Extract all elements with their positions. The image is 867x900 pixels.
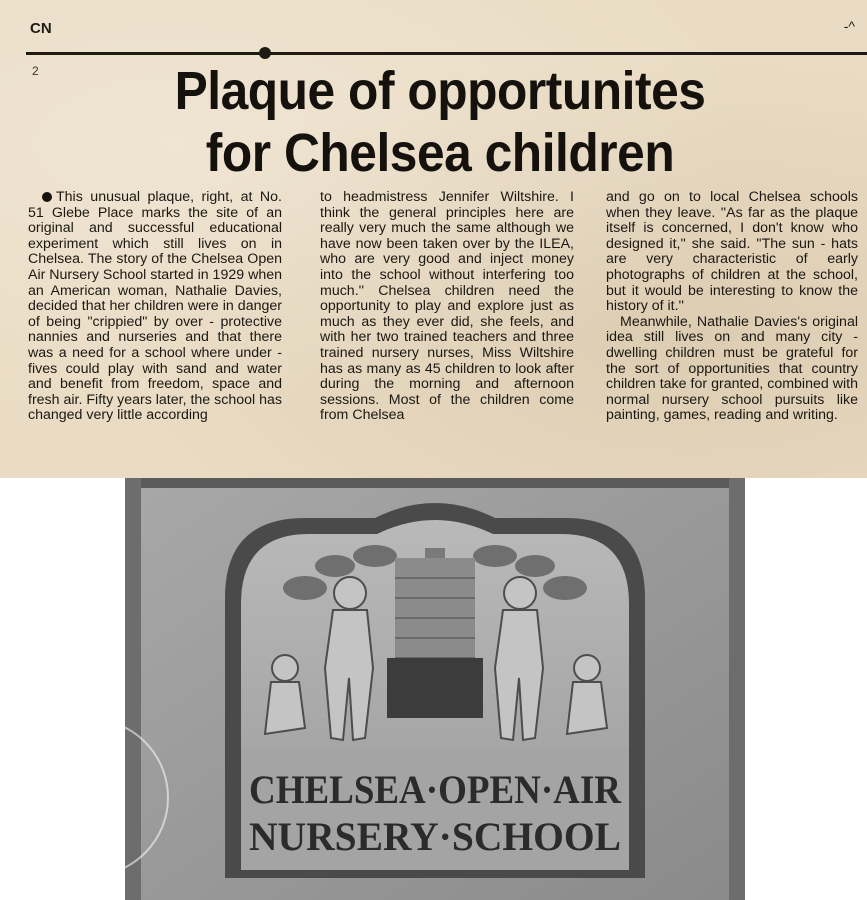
brick-relief [387, 558, 483, 718]
plaque-photo [125, 478, 745, 900]
column-3-paragraph-1: and go on to local Chelsea schools when they leave. ''As far as the plaque itself is concerned, I don't know who designed it,'' she said. ''The sun - hats are very characteristic of early photographs of children at the school, but it would be interesting to know the history of it.'' [606, 189, 858, 315]
plaque-text-line-1: CHELSEA·OPEN·AIR [249, 767, 623, 812]
column-1-paragraph: This unusual plaque, right, at No. 51 Glebe Place marks the site of an original and successful educational experiment which still lives on in Chelsea. The story of the Chelsea Open Air Nursery School started in 1929 when an American woman, Nathalie Davies, decided that her children were in danger of being "crippied" by over - protective nannies and nurseries and that there was a need for a school where under - fives could play with sand and water and benefit from freedom, space and fresh air. Fifty years later, the school has changed very little according [28, 189, 282, 424]
header-rule [26, 52, 867, 55]
bullet-icon [42, 192, 52, 202]
headline-line-1: Plaque of opportunites [174, 61, 706, 121]
section-mark: CN [30, 20, 52, 37]
plaque-illustration [125, 478, 745, 900]
column-2-paragraph: to headmistress Jennifer Wiltshire. I think the general principles here are really very much the same although we have now been taken over by the ILEA, who are very good and inject money into the school without interfering too much.'' Chelsea children need the opportunity to play and explore just as much as they ever did, she feels, and with her two trained teachers and three trained nursery nurses, Miss Wiltshire has as many as 45 children to look after during the morning and afternoon sessions. Most of the children come from Chelsea [320, 189, 574, 424]
corner-mark: -^ [843, 18, 855, 34]
article-column-3 [606, 190, 858, 424]
plaque-text-line-2: NURSERY·SCHOOL [249, 814, 621, 859]
article-column-1 [28, 190, 282, 424]
article-column-2 [320, 190, 574, 424]
margin-mark: 2 [32, 64, 39, 78]
rule-dot [259, 47, 271, 59]
headline-line-2: for Chelsea children [205, 123, 675, 183]
headline [90, 60, 789, 184]
column-3-paragraph-2: Meanwhile, Nathalie Davies's original idea still lives on and many city - dwelling children must be grateful for the sort of opportunities that country children take for granted, combined with normal nursery school pursuits like painting, games, reading and writing. [606, 313, 858, 424]
